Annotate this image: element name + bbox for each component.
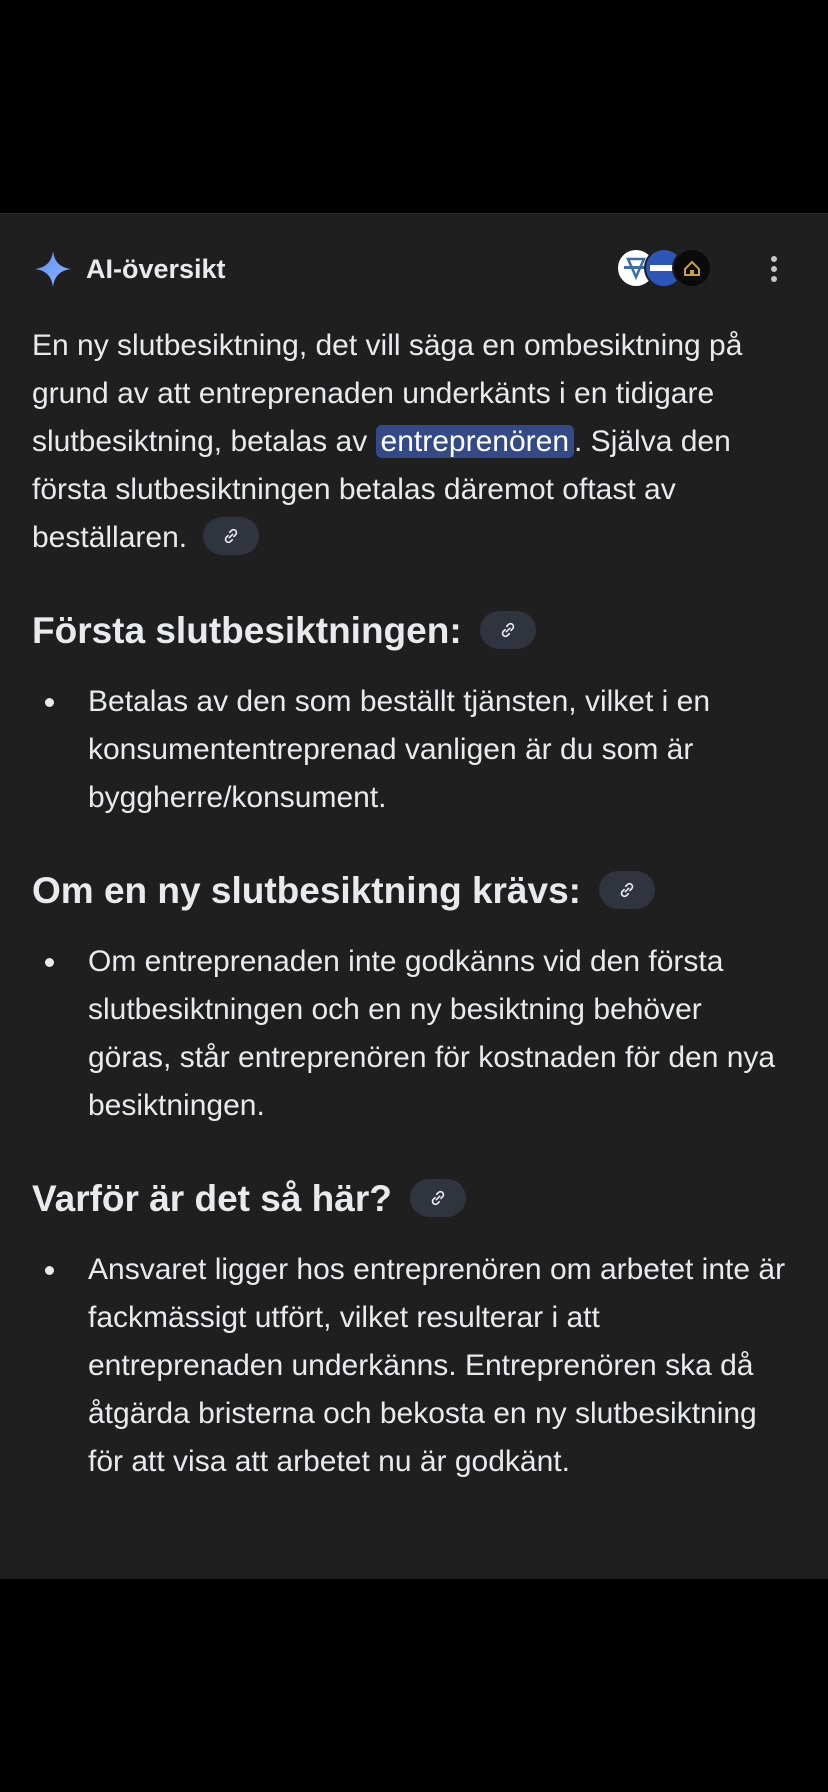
- bullet-dot: [45, 958, 54, 967]
- section-heading-1-text: Första slutbesiktningen:: [32, 610, 462, 651]
- section-1-bullet: [32, 678, 788, 822]
- bullet-dot: [45, 698, 54, 707]
- section-heading-3-text: Varför är det så här?: [32, 1178, 392, 1219]
- source-avatars[interactable]: [616, 248, 716, 292]
- link-icon: [617, 880, 637, 900]
- bullet-dot: [45, 1266, 54, 1275]
- section-2-bullet: [32, 938, 788, 1130]
- top-empty-area: [0, 0, 828, 213]
- section-3-source-link-button[interactable]: [410, 1179, 466, 1217]
- intro-source-link-button[interactable]: [203, 517, 259, 555]
- link-icon: [221, 526, 241, 546]
- gemini-spark-icon: [32, 248, 74, 290]
- intro-text-before: En ny slutbesiktning, det vill säga en ombesiktning på grund av att entreprenaden underkänts i en tidigare slutbesiktning, betalas av: [32, 329, 743, 458]
- highlighted-term[interactable]: entreprenören: [376, 425, 574, 458]
- ai-overview-card: [0, 213, 828, 1579]
- more-options-button[interactable]: [752, 244, 796, 294]
- section-heading-1: [32, 606, 788, 656]
- section-heading-3: [32, 1174, 788, 1224]
- more-vertical-icon: [769, 255, 779, 283]
- source-avatar-3[interactable]: [672, 248, 712, 288]
- intro-text-after: . Själva den första slutbesiktningen betalas däremot oftast av beställaren.: [32, 425, 731, 554]
- ai-overview-header: [32, 244, 796, 294]
- section-heading-2: [32, 866, 788, 916]
- link-icon: [498, 620, 518, 640]
- ai-overview-title: AI-översikt: [86, 253, 226, 284]
- section-3-bullet-text: Ansvaret ligger hos entreprenören om arbetet inte är fackmässigt utfört, vilket resulterar i att entreprenaden underkänns. Entreprenören ska då åtgärda bristerna och bekosta en ny slutbesiktning för att visa att arbetet nu är godkänt.: [88, 1253, 786, 1478]
- section-2-source-link-button[interactable]: [599, 871, 655, 909]
- section-1-source-link-button[interactable]: [480, 611, 536, 649]
- section-heading-2-text: Om en ny slutbesiktning krävs:: [32, 870, 581, 911]
- link-icon: [428, 1188, 448, 1208]
- section-3-bullet: [32, 1246, 788, 1486]
- section-2-bullet-text: Om entreprenaden inte godkänns vid den första slutbesiktningen och en ny besiktning behöver göras, står entreprenören för kostnaden för den nya besiktningen.: [88, 945, 776, 1122]
- section-1-bullet-text: Betalas av den som beställt tjänsten, vilket i en konsumententreprenad vanligen är du som är byggherre/konsument.: [88, 685, 711, 814]
- intro-paragraph: [32, 322, 788, 562]
